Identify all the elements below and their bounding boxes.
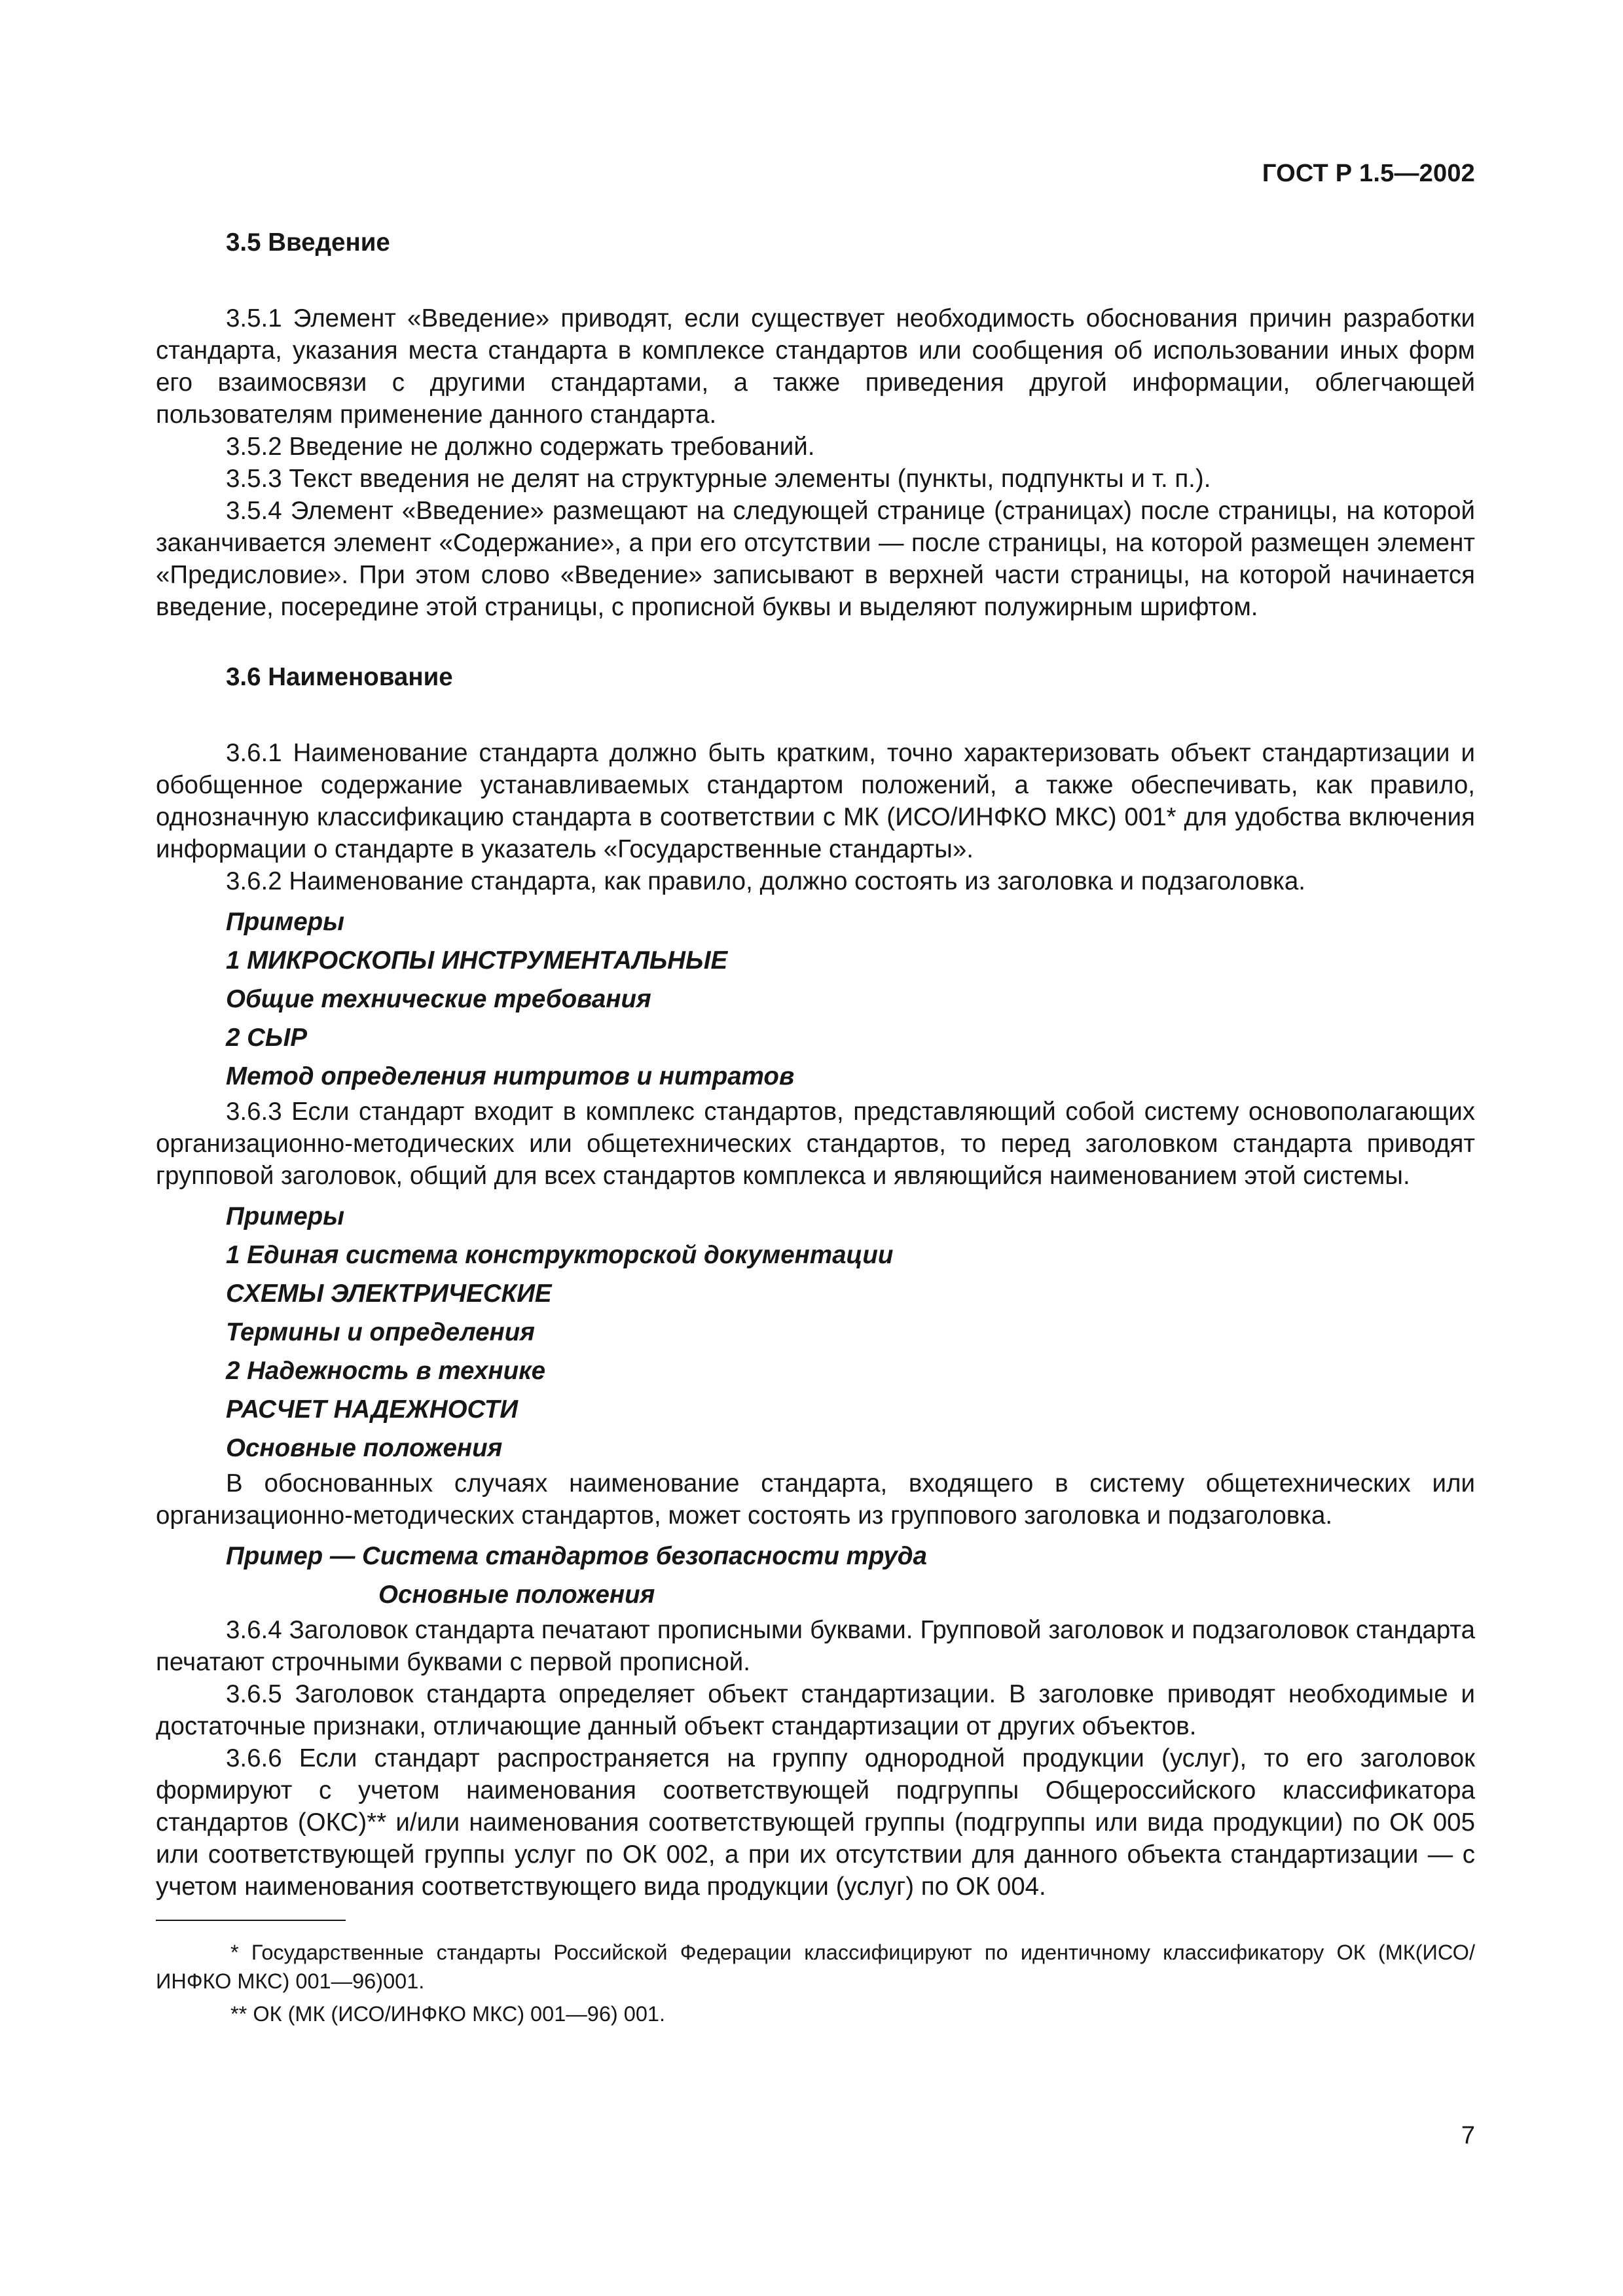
example-line: СХЕМЫ ЭЛЕКТРИЧЕСКИЕ — [226, 1280, 552, 1308]
paragraph-3-6-5: 3.6.5 Заголовок стандарта определяет объект стандартизации. В заголовке приводят необходимые и достаточные признаки, отличающие данный объект стандартизации от других объектов. — [156, 1680, 1475, 1740]
paragraph-3-5-3: 3.5.3 Текст введения не делят на структурные элементы (пункты, подпункты и т. п.). — [226, 465, 1211, 493]
section-heading-3-5: 3.5 Введение — [226, 228, 390, 257]
example-line: Пример — Система стандартов безопасности труда — [226, 1542, 927, 1570]
paragraph-justified-case: В обоснованных случаях наименование стандарта, входящего в систему общетехнических или организационно-методических стандартов, может состоять из группового заголовка и подзаголовка. — [156, 1469, 1475, 1530]
paragraph-3-6-3: 3.6.3 Если стандарт входит в комплекс стандартов, представляющий собой систему основополагающих организационно-методических или общетехнических стандартов, то перед заголовком стандарта приводят групповой заголовок, общий для всех стандартов комплекса и являющийся наименованием этой системы. — [156, 1098, 1475, 1190]
paragraph-3-6-1: 3.6.1 Наименование стандарта должно быть кратким, точно характеризовать объект стандартизации и обобщенное содержание устанавливаемых стандартом положений, а также обеспечивать, как правило, однозначную классификацию стандарта в соответствии с МК (ИСО/ИНФКО МКС) 001* для удобства включения информации о стандарте в указатель «Государственные стандарты». — [156, 739, 1475, 863]
paragraph-3-6-4: 3.6.4 Заголовок стандарта печатают прописными буквами. Групповой заголовок и подзаголовок стандарта печатают строчными буквами с первой прописной. — [156, 1616, 1475, 1676]
example-line: Основные положения — [378, 1581, 655, 1609]
example-line: Метод определения нитритов и нитратов — [226, 1062, 795, 1090]
paragraph-3-6-2: 3.6.2 Наименование стандарта, как правило, должно состоять из заголовка и подзаголовка. — [226, 867, 1305, 895]
section-heading-3-6: 3.6 Наименование — [226, 663, 453, 691]
example-line: Основные положения — [226, 1434, 503, 1462]
example-line: Общие технические требования — [226, 985, 651, 1013]
example-line: РАСЧЕТ НАДЕЖНОСТИ — [226, 1395, 519, 1424]
example-line: 1 МИКРОСКОПЫ ИНСТРУМЕНТАЛЬНЫЕ — [226, 946, 728, 975]
page-number: 7 — [1461, 2122, 1475, 2149]
document-code: ГОСТ Р 1.5—2002 — [1262, 160, 1475, 187]
paragraph-3-5-4: 3.5.4 Элемент «Введение» размещают на следующей странице (страницах) после страницы, на которой заканчивается элемент «Содержание», а при его отсутствии — после страницы, на которой размещен элемент «Предисловие». При этом слово «Введение» записывают в верхней части страницы, на которой начинается введение, посередине этой страницы, с прописной буквы и выделяют полужирным шрифтом. — [156, 497, 1475, 621]
example-line: Термины и определения — [226, 1318, 535, 1346]
paragraph-3-5-1: 3.5.1 Элемент «Введение» приводят, если существует необходимость обоснования причин разработки стандарта, указания места стандарта в комплексе стандартов или сообщения об использовании иных форм его взаимосвязи с другими стандартами, а также приведения другой информации, облегчающей пользователям применение данного стандарта. — [156, 304, 1475, 429]
example-line: Примеры — [226, 908, 345, 936]
example-line: 2 СЫР — [226, 1024, 308, 1052]
example-line: 1 Единая система конструкторской документации — [226, 1241, 894, 1269]
paragraph-3-6-6: 3.6.6 Если стандарт распространяется на группу однородной продукции (услуг), то его заголовок формируют с учетом наименования соответствующей подгруппы Общероссийского классификатора стандартов (ОКС)** и/или наименования соответствующей группы (подгруппы или вида продукции) по ОК 005 или соответствующей группы услуг по ОК 002, а при их отсутствии для данного объекта стандартизации — с учетом наименования соответствующего вида продукции (услуг) по ОК 004. — [156, 1744, 1475, 1901]
example-line: Примеры — [226, 1202, 345, 1230]
footnote-1: * Государственные стандарты Российской Федерации классифицируют по идентичному классификатору ОК (МК(ИСО/ИНФКО МКС) 001—96)001. — [156, 1941, 1475, 1993]
example-line: 2 Надежность в технике — [226, 1357, 546, 1385]
page-content — [156, 226, 1475, 2028]
paragraph-3-5-2: 3.5.2 Введение не должно содержать требований. — [226, 433, 815, 461]
footnote-divider — [156, 1920, 346, 1921]
footnote-2: ** ОК (МК (ИСО/ИНФКО МКС) 001—96) 001. — [230, 2002, 666, 2026]
